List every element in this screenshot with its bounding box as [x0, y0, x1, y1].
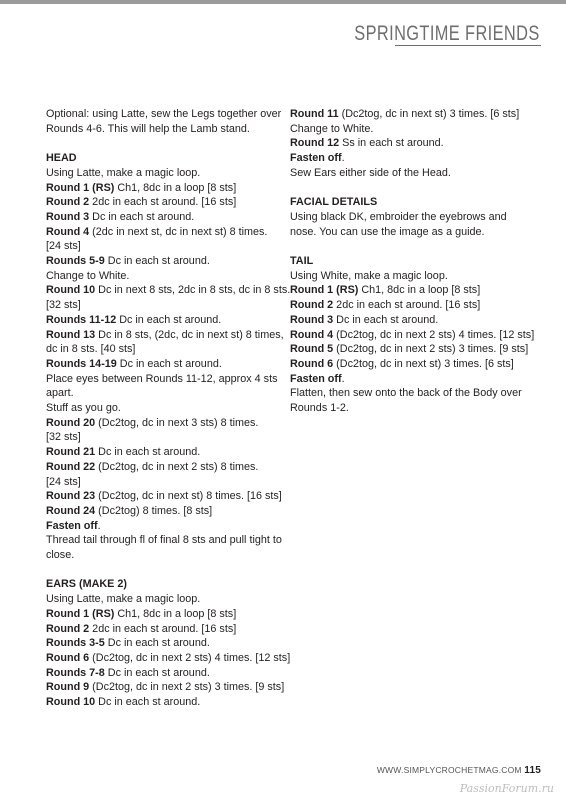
instruction-text: [32 sts] — [46, 431, 81, 444]
instruction-text: Dc in each st around. — [104, 666, 210, 679]
facial-details-heading: FACIAL DETAILS — [290, 196, 378, 209]
instruction-text: [24 sts] — [46, 240, 81, 253]
round-label: Round 1 (RS) — [290, 284, 359, 297]
round-label: Fasten off — [290, 372, 342, 385]
tail-heading: TAIL — [290, 255, 314, 267]
round-label: Rounds 3-5 — [46, 637, 105, 650]
instruction-line — [46, 372, 280, 387]
instruction-line — [46, 342, 280, 357]
intro-line: Rounds 4-6. This will help the Lamb stand. — [46, 122, 250, 135]
round-label: Round 5 — [290, 343, 334, 356]
instruction-line — [46, 328, 284, 343]
instruction-line — [46, 460, 280, 475]
instruction-text: Dc in each st around. — [89, 210, 195, 223]
page-number: 115 — [524, 765, 541, 776]
head-heading: HEAD — [46, 152, 77, 165]
instruction-line — [290, 298, 524, 313]
header-bar — [0, 0, 566, 4]
instruction-line — [290, 342, 529, 357]
instruction-line — [46, 166, 280, 181]
instruction-text: . — [341, 372, 345, 385]
instruction-line — [290, 122, 524, 137]
instruction-line — [290, 372, 524, 387]
instruction-line — [46, 666, 280, 681]
instruction-line — [46, 695, 280, 710]
instruction-text: (Dc2tog, dc in next st) 3 times. [6 sts] — [338, 108, 520, 120]
instruction-line — [46, 533, 280, 548]
ears-instructions — [46, 592, 291, 710]
round-label: Round 23 — [46, 490, 96, 503]
instruction-text: Change to White. — [46, 269, 130, 282]
section-title: SPRINGTIME FRIENDS — [354, 22, 540, 45]
instruction-line — [290, 136, 524, 151]
instruction-line — [46, 445, 280, 460]
instruction-text: 2dc in each st around. [16 sts] — [89, 622, 237, 635]
instruction-text: Dc in each st around. — [95, 446, 201, 459]
instruction-line — [46, 225, 280, 240]
round-label: Rounds 11-12 — [46, 313, 117, 326]
instruction-line — [290, 151, 524, 166]
instruction-line — [46, 210, 280, 225]
instruction-line — [46, 489, 280, 504]
instruction-text: (2dc in next st, dc in next st) 8 times. — [89, 225, 268, 238]
instruction-text: Dc in each st around. — [333, 313, 439, 326]
left-column — [46, 107, 291, 710]
instruction-line — [290, 328, 535, 343]
instruction-text: Stuff as you go. — [46, 402, 121, 415]
instruction-line — [290, 386, 524, 401]
instruction-text: Thread tail through fl of final 8 sts and pull tight to — [46, 534, 282, 547]
round-label: Round 2 — [46, 196, 90, 209]
instruction-line — [46, 401, 280, 416]
round-label: Round 24 — [46, 504, 96, 517]
instruction-text: Dc in each st around. — [116, 357, 222, 370]
instruction-line — [290, 357, 524, 372]
round-label: Round 6 — [46, 651, 90, 664]
instruction-text: Change to White. — [290, 122, 374, 135]
instruction-text: 2dc in each st around. [16 sts] — [89, 196, 237, 209]
instruction-line — [46, 357, 280, 372]
facial-details-instructions — [290, 210, 524, 239]
instruction-line — [46, 386, 280, 401]
instruction-line — [46, 651, 291, 666]
instruction-text: Using black DK, embroider the eyebrows and — [290, 210, 507, 223]
instruction-text: 2dc in each st around. [16 sts] — [333, 299, 481, 312]
instruction-text: Dc in each st around. — [104, 637, 210, 650]
instruction-line — [46, 680, 285, 695]
page-footer — [377, 765, 541, 776]
instruction-line — [46, 195, 280, 210]
instruction-text: Sew Ears either side of the Head. — [290, 166, 451, 179]
instruction-line — [46, 181, 280, 196]
round-label: Round 13 — [46, 328, 96, 341]
round-label: Round 6 — [290, 357, 334, 370]
instruction-line — [290, 107, 524, 122]
instruction-text: (Dc2tog, dc in next 2 sts) 4 times. [12 sts] — [89, 651, 291, 664]
instruction-line — [46, 298, 280, 313]
head-instructions — [46, 166, 291, 563]
intro-line: Optional: using Latte, sew the Legs together over — [46, 108, 282, 120]
instruction-text: (Dc2tog) 8 times. [8 sts] — [95, 504, 213, 517]
instruction-text: Ch1, 8dc in a loop [8 sts] — [114, 181, 237, 194]
instruction-text: Dc in each st around. — [116, 313, 222, 326]
round-label: Round 12 — [290, 137, 340, 150]
round-label: Round 10 — [46, 284, 96, 297]
instruction-text: Dc in next 8 sts, 2dc in 8 sts, dc in 8 sts. — [95, 284, 291, 297]
instruction-text: Using Latte, make a magic loop. — [46, 166, 201, 179]
instruction-line — [46, 519, 280, 534]
instruction-text: Ch1, 8dc in a loop [8 sts] — [358, 284, 481, 297]
instruction-line — [46, 283, 291, 298]
ears-continued-instructions — [290, 107, 524, 181]
instruction-line — [46, 636, 280, 651]
round-label: Round 1 (RS) — [46, 181, 115, 194]
instruction-text: Ch1, 8dc in a loop [8 sts] — [114, 607, 237, 620]
instruction-line — [46, 622, 280, 637]
instruction-line — [290, 283, 524, 298]
instruction-line — [290, 166, 524, 181]
instruction-text: (Dc2tog, dc in next 2 sts) 3 times. [9 sts] — [89, 681, 285, 694]
instruction-text: dc in 8 sts. [40 sts] — [46, 343, 136, 356]
instruction-text: Flatten, then sew onto the back of the Body over — [290, 387, 522, 400]
instruction-text: Using Latte, make a magic loop. — [46, 593, 201, 606]
instruction-line — [46, 269, 280, 284]
round-label: Fasten off — [46, 519, 98, 532]
round-label: Round 4 — [290, 328, 334, 341]
round-label: Rounds 5-9 — [46, 255, 105, 268]
round-label: Round 20 — [46, 416, 96, 429]
round-label: Round 3 — [290, 313, 334, 326]
instruction-text: close. — [46, 549, 75, 562]
instruction-line — [46, 239, 280, 254]
instruction-text: Dc in each st around. — [104, 255, 210, 268]
instruction-line — [290, 225, 524, 240]
instruction-text: . — [341, 152, 345, 165]
instruction-line — [290, 269, 524, 284]
instruction-text: (Dc2tog, dc in next st) 3 times. [6 sts] — [333, 357, 514, 370]
instruction-text: Dc in 8 sts, (2dc, dc in next st) 8 times, — [95, 328, 284, 341]
instruction-text: [24 sts] — [46, 475, 81, 488]
instruction-text: apart. — [46, 387, 74, 400]
instruction-text: (Dc2tog, dc in next 2 sts) 4 times. [12 sts] — [333, 328, 535, 341]
round-label: Round 4 — [46, 225, 90, 238]
round-label: Round 10 — [46, 696, 96, 709]
right-column — [290, 107, 535, 416]
instruction-text: (Dc2tog, dc in next 2 sts) 3 times. [9 sts] — [333, 343, 529, 356]
instruction-text: (Dc2tog, dc in next st) 8 times. [16 sts] — [95, 490, 282, 503]
instruction-line — [46, 430, 280, 445]
watermark: PassionForum.ru — [459, 782, 554, 795]
instruction-text: Rounds 1-2. — [290, 402, 349, 415]
instruction-line — [290, 401, 524, 416]
round-label: Round 22 — [46, 460, 96, 473]
round-label: Round 3 — [46, 210, 90, 223]
round-label: Rounds 14-19 — [46, 357, 117, 370]
round-label: Rounds 7-8 — [46, 666, 105, 679]
instruction-line — [290, 210, 524, 225]
ears-heading: EARS (MAKE 2) — [46, 578, 127, 591]
instruction-line — [46, 504, 280, 519]
instruction-text: nose. You can use the image as a guide. — [290, 225, 485, 238]
instruction-text: (Dc2tog, dc in next 3 sts) 8 times. — [95, 416, 259, 429]
instruction-line — [46, 548, 280, 563]
instruction-line — [46, 416, 280, 431]
instruction-text: Dc in each st around. — [95, 696, 201, 709]
instruction-line — [46, 475, 280, 490]
instruction-line — [46, 254, 280, 269]
round-label: Round 2 — [290, 299, 334, 312]
round-label: Round 9 — [46, 681, 90, 694]
instruction-text: Place eyes between Rounds 11-12, approx 4 sts — [46, 372, 278, 385]
instruction-text: Ss in each st around. — [339, 137, 444, 150]
instruction-line — [290, 313, 524, 328]
instruction-text: (Dc2tog, dc in next 2 sts) 8 times. — [95, 460, 259, 473]
instruction-text: Using White, make a magic loop. — [290, 269, 448, 282]
instruction-line — [46, 313, 280, 328]
magazine-url: WWW.SIMPLYCROCHETMAG.COM — [376, 765, 522, 775]
round-label: Round 21 — [46, 446, 96, 459]
instruction-text: . — [97, 519, 101, 532]
round-label: Fasten off — [290, 152, 342, 165]
round-label: Round 2 — [46, 622, 90, 635]
title-rule — [395, 45, 541, 46]
round-label: Round 11 — [290, 108, 339, 120]
tail-instructions — [290, 269, 535, 416]
round-label: Round 1 (RS) — [46, 607, 115, 620]
instruction-text: [32 sts] — [46, 299, 81, 312]
instruction-line — [46, 592, 280, 607]
instruction-line — [46, 607, 280, 622]
